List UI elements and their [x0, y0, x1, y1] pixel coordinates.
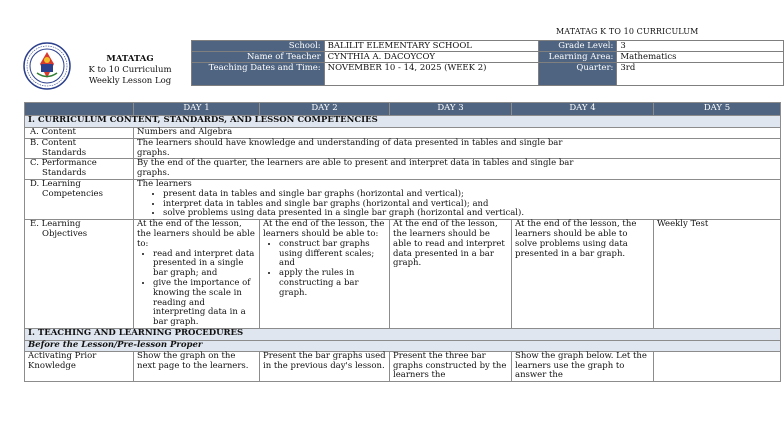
activating-day3: Present the three bar graphs constructed by the learners the: [390, 351, 512, 381]
quarter-label: Quarter:: [538, 63, 617, 86]
objectives-day3: At the end of the lesson, the learners should be able to read and interpret data presented in a bar graph.: [390, 220, 512, 329]
activating-day2: Present the bar graphs used in the previous day's lesson.: [260, 351, 390, 381]
objectives-day5: Weekly Test: [654, 220, 781, 329]
objectives-day1-intro: At the end of the lesson, the learners should be able to:: [137, 219, 255, 249]
objectives-day2-intro: At the end of the lesson, the learners should be able to:: [263, 219, 385, 239]
grade-label: Grade Level:: [538, 41, 617, 52]
content-text: Numbers and Algebra: [134, 128, 781, 139]
competencies-label-line2: Competencies: [42, 188, 103, 199]
grade-value: 3: [617, 41, 784, 52]
day-1-header: DAY 1: [134, 103, 260, 116]
day-3-header: DAY 3: [390, 103, 512, 116]
brand-title: MATATAG: [106, 54, 154, 64]
deped-seal-logo: [23, 42, 71, 90]
competencies-label: [25, 179, 134, 219]
performance-standards-label: [25, 159, 134, 180]
before-lesson-heading: Before the Lesson/Pre-lesson Proper: [25, 340, 781, 351]
objectives-day1: [134, 220, 260, 329]
curriculum-note: MATATAG K TO 10 CURRICULUM: [556, 27, 699, 36]
objectives-day4: At the end of the lesson, the learners should be able to solve problems using data presented in a bar graph.: [512, 220, 654, 329]
objectives-label: [25, 220, 134, 329]
performance-standards-label-line2: Standards: [42, 168, 87, 179]
content-standards-text: [134, 138, 781, 159]
content-label: A. Content: [25, 128, 134, 139]
quarter-value: 3rd: [617, 63, 784, 86]
performance-standards-line1: By the end of the quarter, the learners are able to present and interpret data in tables and single bar: [137, 158, 574, 169]
teacher-value: CYNTHIA A. DACOYCOY: [324, 52, 538, 63]
activating-label-line1: Activating Prior: [28, 350, 97, 361]
activating-label-line2: Knowledge: [28, 360, 76, 371]
activating-label: [25, 351, 134, 381]
content-standards-label: [25, 138, 134, 159]
objectives-day1-list: [137, 250, 256, 328]
performance-standards-label-line1: C. Performance: [30, 158, 97, 169]
objective-item: • construct bar graphs using different scales; and: [279, 240, 386, 269]
day-2-header: DAY 2: [260, 103, 390, 116]
content-standards-line2: graphs.: [137, 147, 170, 158]
objectives-label-line2: Objectives: [42, 228, 88, 239]
objective-item: • give the importance of knowing the scale in reading and interpreting data in a bar graph.: [153, 279, 256, 328]
competency-item: • interpret data in tables and single bar graphs (horizontal and vertical); and: [163, 200, 777, 210]
dates-label: Teaching Dates and Time:: [192, 63, 325, 86]
section-curriculum-heading: I. CURRICULUM CONTENT, STANDARDS, AND LESSON COMPETENCIES: [25, 116, 781, 128]
content-standards-label-line1: B. Content: [30, 137, 77, 148]
competencies-text: [134, 179, 781, 219]
day-header-row: [25, 103, 781, 116]
content-standards-line1: The learners should have knowledge and understanding of data presented in tables and single bar: [137, 137, 563, 148]
performance-standards-line2: graphs.: [137, 168, 170, 179]
brand-block: [74, 54, 186, 87]
competencies-intro: The learners: [137, 178, 192, 189]
competencies-list: [137, 190, 777, 219]
learning-area-value: Mathematics: [617, 52, 784, 63]
competencies-label-line1: D. Learning: [30, 178, 81, 189]
teacher-label: Name of Teacher: [192, 52, 325, 63]
lesson-log-table: [24, 102, 781, 382]
header-info-table: [191, 40, 784, 86]
activating-day4: Show the graph below. Let the learners use the graph to answer the: [512, 351, 654, 381]
objectives-label-line1: E. Learning: [30, 219, 81, 230]
activating-day1: Show the graph on the next page to the learners.: [134, 351, 260, 381]
objectives-day2: [260, 220, 390, 329]
learning-area-label: Learning Area:: [538, 52, 617, 63]
dates-value: NOVEMBER 10 - 14, 2025 (WEEK 2): [324, 63, 538, 86]
brand-subtitle: K to 10 Curriculum: [88, 65, 172, 75]
performance-standards-text: [134, 159, 781, 180]
corner-cell: [25, 103, 134, 116]
school-label: School:: [192, 41, 325, 52]
objective-item: • read and interpret data presented in a single bar graph; and: [153, 250, 256, 279]
section-procedures-heading: I. TEACHING AND LEARNING PROCEDURES: [25, 328, 781, 340]
objectives-day2-list: [263, 240, 386, 299]
objective-item: • apply the rules in constructing a bar graph.: [279, 269, 386, 298]
activating-day5: [654, 351, 781, 381]
competency-item: • solve problems using data presented in a single bar graph (horizontal and vertical).: [163, 209, 777, 219]
day-4-header: DAY 4: [512, 103, 654, 116]
school-value: BALILIT ELEMENTARY SCHOOL: [324, 41, 538, 52]
content-standards-label-line2: Standards: [42, 147, 87, 158]
competency-item: • present data in tables and single bar graphs (horizontal and vertical);: [163, 190, 777, 200]
day-5-header: DAY 5: [654, 103, 781, 116]
brand-log-type: Weekly Lesson Log: [88, 76, 172, 86]
